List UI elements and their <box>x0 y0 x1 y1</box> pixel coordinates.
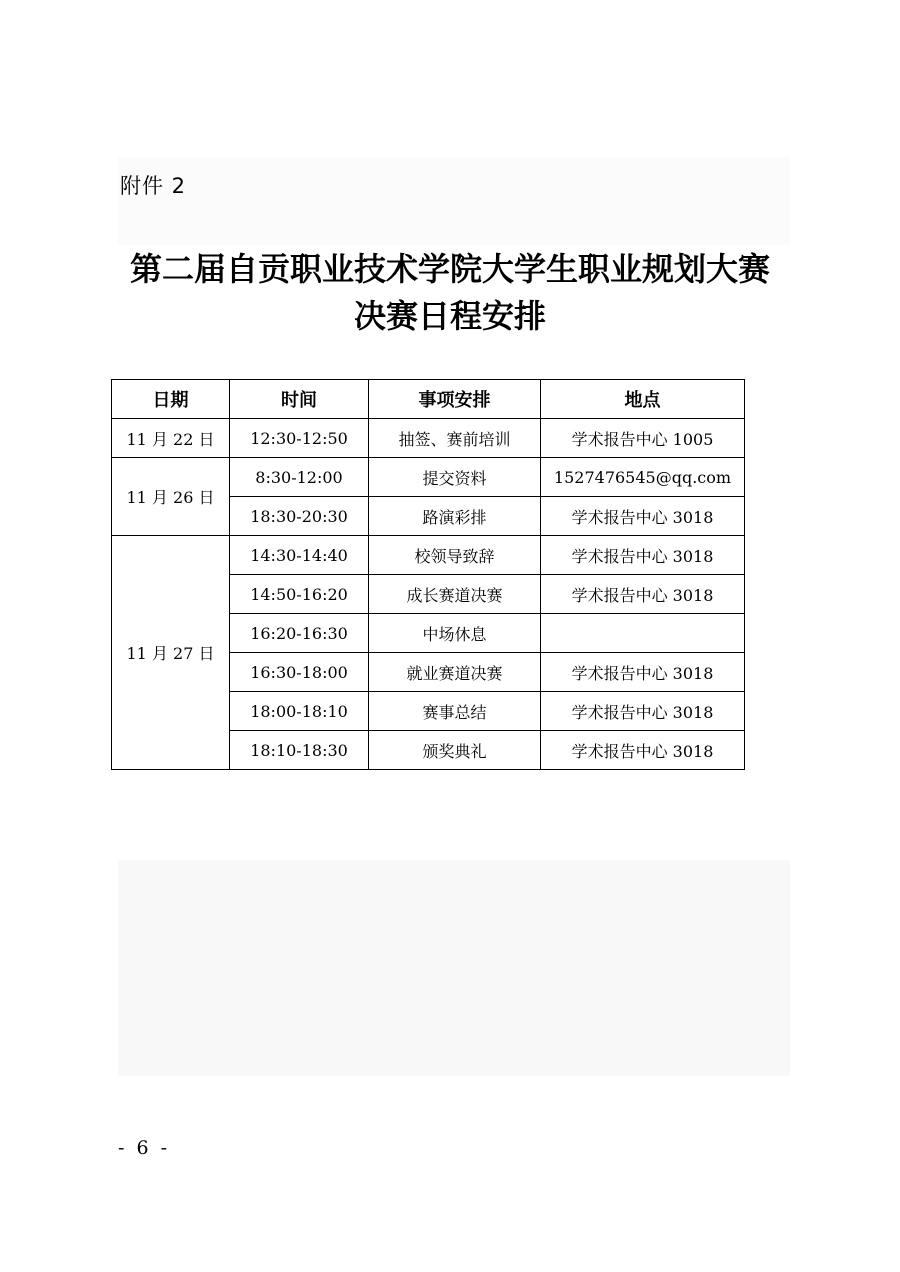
location-cell: 学术报告中心 3018 <box>541 536 745 575</box>
table-row <box>112 458 745 497</box>
time-cell: 14:50-16:20 <box>230 575 369 614</box>
item-cell: 校领导致辞 <box>369 536 541 575</box>
time-cell: 18:00-18:10 <box>230 692 369 731</box>
document-title-line-2: 决赛日程安排 <box>353 297 546 335</box>
item-cell: 提交资料 <box>369 458 541 497</box>
location-cell: 学术报告中心 3018 <box>541 575 745 614</box>
time-cell: 14:30-14:40 <box>230 536 369 575</box>
date-cell: 11 月 27 日 <box>112 536 230 770</box>
schedule-table <box>111 379 745 770</box>
item-cell: 就业赛道决赛 <box>369 653 541 692</box>
table-row <box>112 419 745 458</box>
table-header-row <box>112 380 745 419</box>
table-row <box>112 536 745 575</box>
date-cell: 11 月 26 日 <box>112 458 230 536</box>
document-title-line-1: 第二届自贡职业技术学院大学生职业规划大赛 <box>129 250 770 288</box>
attachment-label: 附件 2 <box>120 174 187 198</box>
time-cell: 16:20-16:30 <box>230 614 369 653</box>
time-cell: 18:10-18:30 <box>230 731 369 770</box>
item-cell: 赛事总结 <box>369 692 541 731</box>
page-number: - 6 - <box>118 1137 171 1159</box>
time-cell: 18:30-20:30 <box>230 497 369 536</box>
header-item: 事项安排 <box>369 380 541 419</box>
time-cell: 16:30-18:00 <box>230 653 369 692</box>
location-cell: 学术报告中心 3018 <box>541 731 745 770</box>
location-cell: 1527476545@qq.com <box>541 458 745 497</box>
date-cell: 11 月 22 日 <box>112 419 230 458</box>
item-cell: 成长赛道决赛 <box>369 575 541 614</box>
background-shade-top <box>118 157 790 245</box>
location-cell <box>541 614 745 653</box>
time-cell: 12:30-12:50 <box>230 419 369 458</box>
item-cell: 颁奖典礼 <box>369 731 541 770</box>
location-cell: 学术报告中心 1005 <box>541 419 745 458</box>
location-cell: 学术报告中心 3018 <box>541 653 745 692</box>
item-cell: 抽签、赛前培训 <box>369 419 541 458</box>
background-shade-bottom <box>118 860 790 1076</box>
time-cell: 8:30-12:00 <box>230 458 369 497</box>
location-cell: 学术报告中心 3018 <box>541 497 745 536</box>
header-time: 时间 <box>230 380 369 419</box>
header-date: 日期 <box>112 380 230 419</box>
item-cell: 中场休息 <box>369 614 541 653</box>
header-location: 地点 <box>541 380 745 419</box>
item-cell: 路演彩排 <box>369 497 541 536</box>
location-cell: 学术报告中心 3018 <box>541 692 745 731</box>
